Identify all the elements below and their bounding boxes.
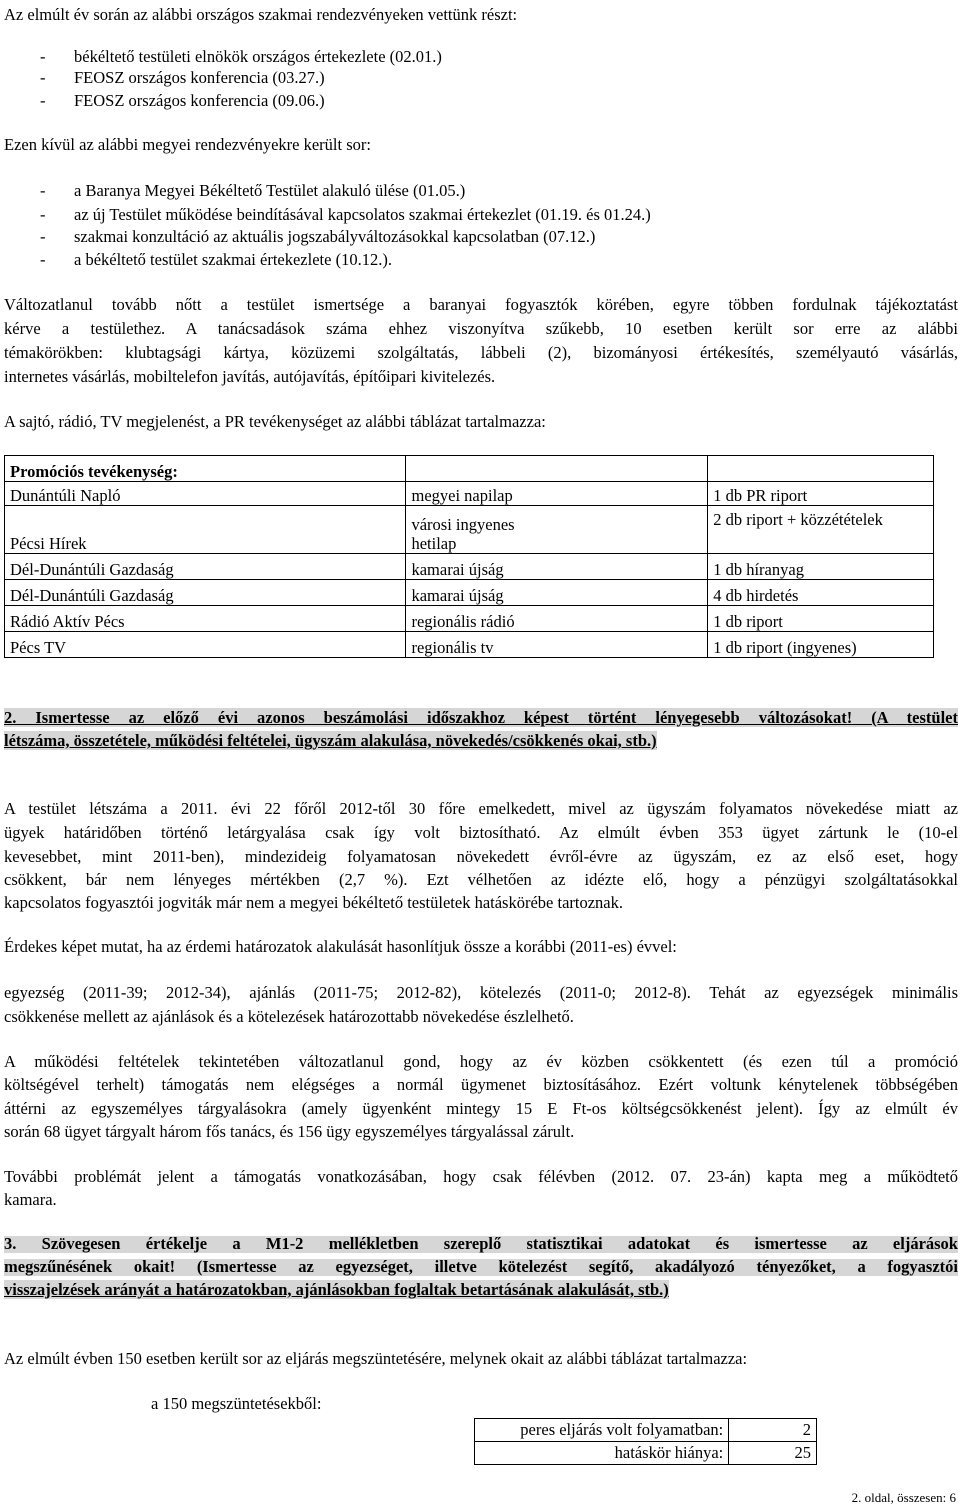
press-intro: A sajtó, rádió, TV megjelenést, a PR tevékenységet az alábbi táblázat tartalmazza: [4, 412, 546, 431]
table-row [5, 482, 934, 506]
question-line: megszűnésének okait! (Ismertesse az egyezséget, illetve kötelezést segítő, akadályozó tényezőket, a fogyasztói [4, 1257, 958, 1276]
table-row [475, 1419, 817, 1442]
table-cell: 1 db riport (ingyenes) [708, 632, 934, 658]
paragraph-line: kamara. [4, 1190, 57, 1209]
paragraph-line: során 68 ügyet tárgyalt három fős tanács, és 156 ügy egyszemélyes tárgyalással zárult. [4, 1122, 575, 1141]
county-intro: Ezen kívül az alábbi megyei rendezvényekre került sor: [4, 135, 371, 154]
table-row [475, 1442, 817, 1465]
promo-table [4, 455, 934, 658]
table-cell: kamarai újság [406, 580, 708, 606]
table-cell: 2 [729, 1419, 817, 1442]
terminations-label: a 150 megszüntetésekből: [151, 1394, 322, 1413]
paragraph-line: ügyek határidőben történő letárgyalása csak így volt biztosítható. Az elmúlt évben 353 ügyet zártunk le (10-el [4, 823, 958, 842]
table-cell: kamarai újság [406, 554, 708, 580]
paragraph-line: költségével terhelt) támogatás nem elégséges a normál ügymenet biztosításához. Ezért voltunk kénytelenek többségében [4, 1075, 958, 1094]
table-cell: Dunántúli Napló [5, 482, 406, 506]
table-cell: regionális rádió [406, 606, 708, 632]
paragraph-line: témakörökben: klubtagsági kártya, közüzemi szolgáltatás, lábbeli (2), bizományosi értékesítés, személyautó vásárlás, [4, 343, 958, 362]
promo-table-header: Promóciós tevékenység: [5, 456, 406, 482]
question-line: visszajelzések arányát a határozatokban, ajánlásokban foglaltak betartásának alakulását, stb.) [4, 1280, 669, 1299]
terminations-paragraph: Az elmúlt évben 150 esetben került sor az eljárás megszüntetésére, melynek okait az alábbi táblázat tartalmazza: [4, 1349, 748, 1368]
table-cell: hatáskör hiánya: [475, 1442, 729, 1465]
table-cell: Dél-Dunántúli Gazdaság [5, 580, 406, 606]
table-cell: 25 [729, 1442, 817, 1465]
paragraph-line: kapcsolatos fogyasztói jogviták már nem a megyei békéltető testületek hatáskörébe tartoznak. [4, 893, 623, 912]
table-cell: városi ingyenes hetilap [406, 506, 708, 554]
paragraph-line: áttérni az egyszemélyes tárgyalásokra (amely ügyenként mintegy 15 E Ft-os költségcsökkenést jelent). Így az elmúlt év [4, 1099, 958, 1118]
paragraph-line: A működési feltételek tekintetében változatlanul gond, hogy az év közben csökkentett (és ezen túl a promóció [4, 1052, 958, 1071]
paragraph-line: kérve a testülethez. A tanácsadások száma ehhez viszonyítva szűkebb, 10 esetben került sor erre az alábbi [4, 319, 958, 338]
table-row [5, 456, 934, 482]
paragraph-line: csökkent, bár nem lényeges mértékben (2,7 %). Ezt vélhetően az idézte elő, hogy a pénzügyi szolgáltatásokkal [4, 870, 958, 889]
paragraph-line: További problémát jelent a támogatás vonatkozásában, hogy csak félévben (2012. 07. 23-án) kapta meg a működtető [4, 1167, 958, 1186]
paragraph-line: A testület létszáma a 2011. évi 22 főről 2012-től 30 főre emelkedett, mivel az ügyszám folyamatos növekedése miatt az [4, 799, 958, 818]
intro-text: Az elmúlt év során az alábbi országos szakmai rendezvényeken vettünk részt: [4, 5, 518, 24]
paragraph-line: Változatlanul tovább nőtt a testület ismertsége a baranyai fogyasztók körében, egyre többen fordulnak tájékoztatást [4, 295, 958, 314]
table-cell: 1 db PR riport [708, 482, 934, 506]
table-row [5, 632, 934, 658]
terminations-table [474, 1418, 817, 1465]
table-cell: peres eljárás volt folyamatban: [475, 1419, 729, 1442]
table-row [5, 554, 934, 580]
paragraph-line: internetes vásárlás, mobiltelefon javítás, autójavítás, építőipari kivitelezés. [4, 367, 496, 386]
table-cell: regionális tv [406, 632, 708, 658]
question-line: létszáma, összetétele, működési feltételei, ügyszám alakulása, növekedés/csökkenés okai, stb.) [4, 731, 657, 750]
question-line: 2. Ismertesse az előző évi azonos beszámolási időszakhoz képest történt lényegesebb változásokat! (A testület [4, 708, 958, 727]
table-row [5, 506, 934, 554]
table-cell: Pécsi Hírek [5, 506, 406, 554]
table-cell: 1 db riport [708, 606, 934, 632]
table-cell: Pécs TV [5, 632, 406, 658]
table-cell: 1 db híranyag [708, 554, 934, 580]
question-line: 3. Szövegesen értékelje a M1-2 mellékletben szereplő statisztikai adatokat és ismertesse az eljárások [4, 1234, 958, 1253]
paragraph-line: egyezség (2011-39; 2012-34), ajánlás (2011-75; 2012-82), kötelezés (2011-0; 2012-8). Tehát az egyezségek minimális [4, 983, 958, 1002]
table-cell: 2 db riport + közzétételek [708, 506, 934, 554]
interesting-paragraph: Érdekes képet mutat, ha az érdemi határozatok alakulását hasonlítjuk össze a korábbi (2011-es) évvel: [4, 937, 677, 956]
document-page: Az elmúlt év során az alábbi országos szakmai rendezvényeken vettünk részt: - békéltető testületi elnökök országos értekezlete (02.01.) - FEOSZ országos konferencia (03.27.) - FEOSZ országos konferencia (09.06.) Ezen kívül az alábbi megyei rendezvényekre került sor: - a Baranya Megyei Békéltető Testület alakuló ülése (01.05.) - az új Testület működése beindításával kapcsolatos szakmai értekezlet (01.19. és 01.24.) - szakmai konzultáció az aktuális jogszabályváltozásokkal kapcsolatban (07.12.) - a békéltető testület szakmai értekezlete (10.12.). Változatlanul tovább nőtt a testület ismertsége a baranyai fogyasztók körében, egyre többen fordulnak tájékoztatást kérve a testülethez. A tanácsadások száma ehhez viszonyítva szűkebb, 10 esetben került sor erre az alábbi témakörökben: klubtagsági kártya, közüzemi szolgáltatás, lábbeli (2), bizományosi értékesítés, személyautó vásárlás, internetes vásárlás, mobiltelefon javítás, autójavítás, építőipari kivitelezés. A sajtó, rádió, TV megjelenést, a PR tevékenységet az alábbi táblázat tartalmazza: Promóciós tevékenység: Dunántúli Napló megyei napilap 1 db PR riport Pécsi Hírek városi ingyenes hetilap 2 db riport + közzétételek Dél-Dunántúli Gazdaság kamarai újság 1 db híranyag Dél-Dunántúli Gazdaság kamarai újság 4 db hirdetés Rádió Aktív Pécs regionális rádió 1 db riport Pécs TV regionális tv 1 db riport (ingyenes) 2. Ismertesse az előző évi azonos beszámolási időszakhoz képest történt lényegesebb változásokat! (A testület létszáma, összetétele, működési feltételei, ügyszám alakulása, növekedés/csökkenés okai, stb.) A testület létszáma a 2011. évi 22 főről 2012-től 30 főre emelkedett, mivel az ügyszám folyamatos növekedése miatt az ügyek határidőben történő letárgyalása csak így volt biztosítható. Az elmúlt évben 353 ügyet zártunk le (10-el kevesebbet, mint 2011-ben), mindezideig folyamatosan növekedett évről-évre az ügyszám, ez az első eset, hogy csökkent, bár nem lényeges mértékben (2,7 %). Ezt vélhetően az idézte elő, hogy a pénzügyi szolgáltatásokkal kapcsolatos fogyasztói jogviták már nem a megyei békéltető testületek hatáskörébe tartoznak. Érdekes képet mutat, ha az érdemi határozatok alakulását hasonlítjuk össze a korábbi (2011-es) évvel: egyezség (2011-39; 2012-34), ajánlás (2011-75; 2012-82), kötelezés (2011-0; 2012-8). Tehát az egyezségek minimális csökkenése mellett az ajánlások és a kötelezések határozottabb növekedése észlelhető. A működési feltételek tekintetében változatlanul gond, hogy az év közben csökkentett (és ezen túl a promóció költségével terhelt) támogatás nem elégséges a normál ügymenet biztosításához. Ezért voltunk kénytelenek többségében áttérni az egyszemélyes tárgyalásokra (amely ügyenként mintegy 15 E Ft-os költségcsökkenést jelent). Így az elmúlt év során 68 ügyet tárgyalt három fős tanács, és 156 ügy egyszemélyes tárgyalással zárult. További problémát jelent a támogatás vonatkozásában, hogy csak félévben (2012. 07. 23-án) kapta meg a működtető kamara. 3. Szövegesen értékelje a M1-2 mellékletben szereplő statisztikai adatokat és ismertesse az eljárások megszűnésének okait! (Ismertesse az egyezséget, illetve kötelezést segítő, akadályozó tényezőket, a fogyasztói visszajelzések arányát a határozatokban, ajánlásokban foglaltak betartásának alakulását, stb.) Az elmúlt évben 150 esetben került sor az eljárás megszüntetésére, melynek okait az alábbi táblázat tartalmazza: a 150 megszüntetésekből: peres eljárás volt folyamatban: 2 hatáskör hiánya: 25 2. oldal, összesen: 6 [4, 5, 958, 1505]
table-row [5, 580, 934, 606]
page-footer: 2. oldal, összesen: 6 [851, 1490, 956, 1505]
paragraph-line: csökkenése mellett az ajánlások és a kötelezések határozottabb növekedése észlelhető. [4, 1007, 574, 1026]
table-cell: Rádió Aktív Pécs [5, 606, 406, 632]
table-row [5, 606, 934, 632]
table-cell: megyei napilap [406, 482, 708, 506]
table-cell: Dél-Dunántúli Gazdaság [5, 554, 406, 580]
paragraph-line: kevesebbet, mint 2011-ben), mindezideig folyamatosan növekedett évről-évre az ügyszám, ez az első eset, hogy [4, 847, 958, 866]
table-cell: 4 db hirdetés [708, 580, 934, 606]
